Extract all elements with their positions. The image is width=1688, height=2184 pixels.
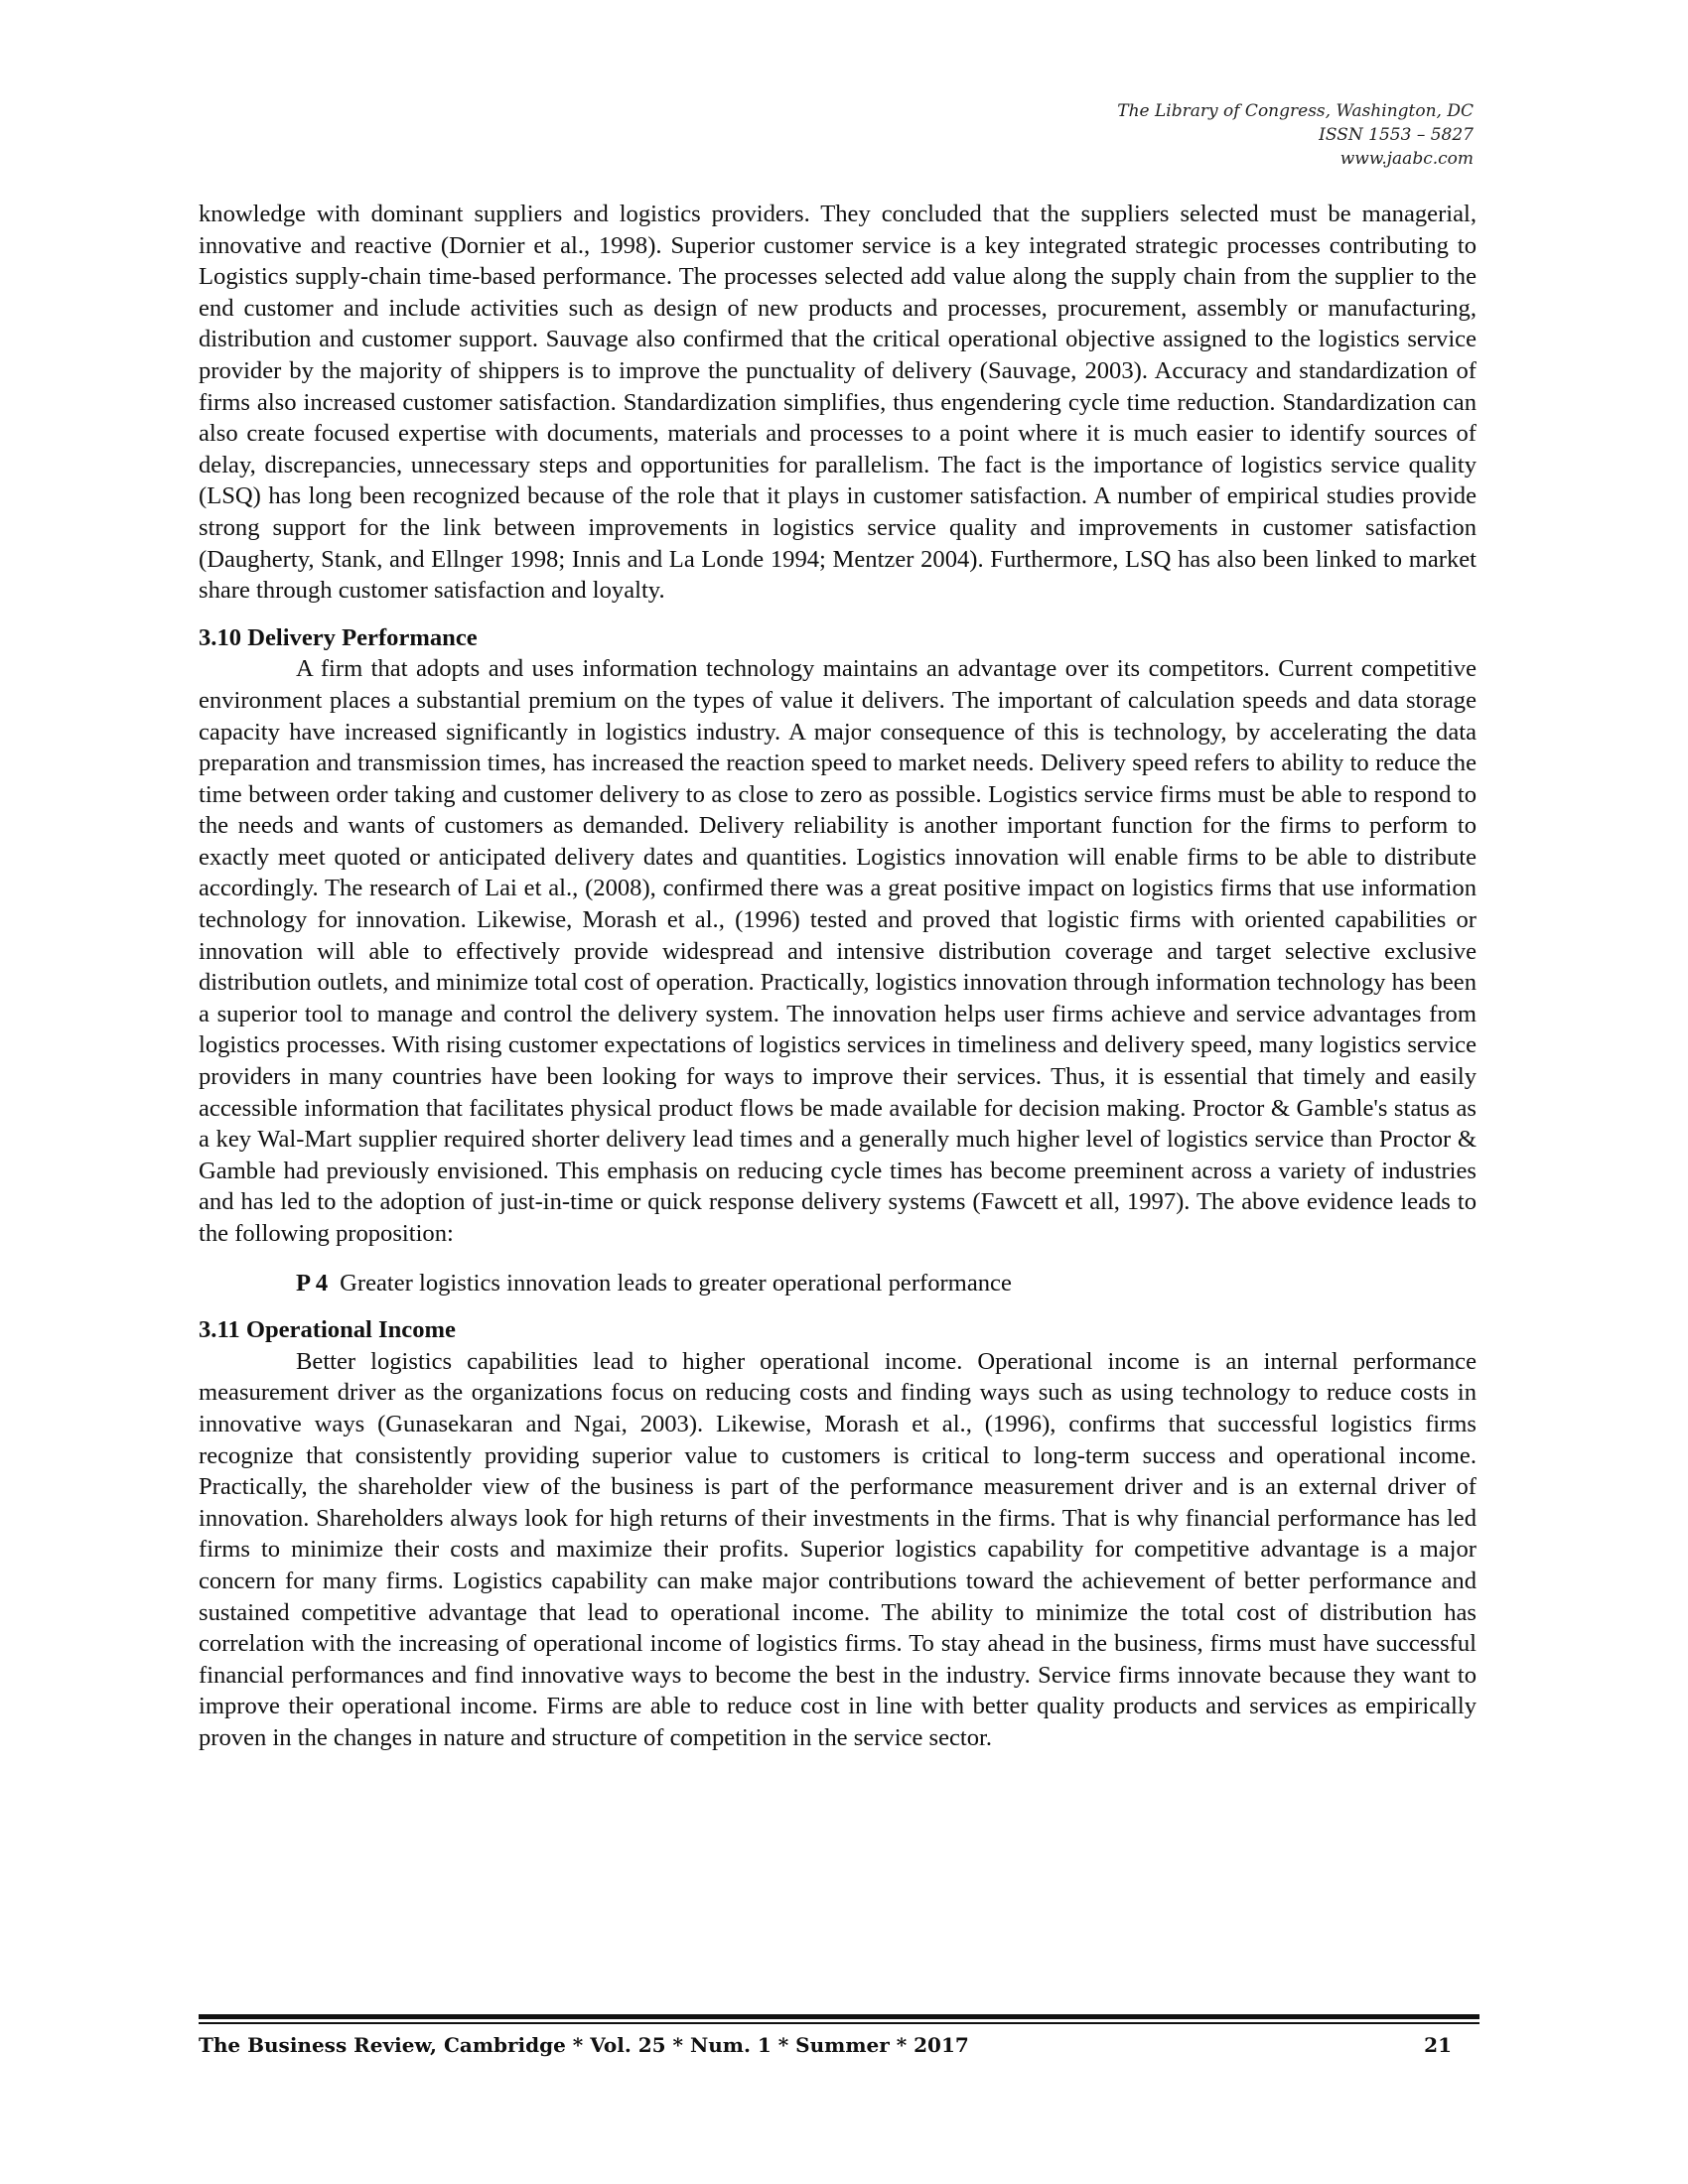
page-number: 21: [1424, 2033, 1452, 2057]
running-head: [1117, 99, 1474, 171]
proposition-label: P 4: [296, 1269, 329, 1297]
footer-divider: [199, 2022, 1479, 2024]
section-heading-operational-income: 3.11 Operational Income: [199, 1316, 456, 1344]
issn-line: ISSN 1553 – 5827: [1319, 125, 1474, 145]
body-paragraph: knowledge with dominant suppliers and logistics providers. They concluded that the suppliers selected must be managerial, innovative and reactive (Dornier et al., 1998). Superior customer service is a key integrated strategic processes contributing to Logistics supply-chain time-based performance. The processes selected add value along the supply chain from the supplier to the end customer and include activities such as design of new products and processes, procurement, assembly or manufacturing, distribution and customer support. Sauvage also confirmed that the critical operational objective assigned to the logistics service provider by the majority of shippers is to improve the punctuality of delivery (Sauvage, 2003). Accuracy and standardization of firms also increased customer satisfaction. Standardization simplifies, thus engendering cycle time reduction. Standardization can also create focused expertise with documents, materials and processes to a point where it is much easier to identify sources of delay, discrepancies, unnecessary steps and opportunities for parallelism. The fact is the importance of logistics service quality (LSQ) has long been recognized because of the role that it plays in customer satisfaction. A number of empirical studies provide strong support for the link between improvements in logistics service quality and improvements in customer satisfaction (Daugherty, Stank, and Ellnger 1998; Innis and La Londe 1994; Mentzer 2004). Furthermore, LSQ has also been linked to market share through customer satisfaction and loyalty.: [199, 201, 1477, 605]
journal-citation: The Business Review, Cambridge * Vol. 25 * Num. 1 * Summer * 2017: [199, 2033, 969, 2057]
section-heading-delivery-performance: 3.10 Delivery Performance: [199, 623, 478, 651]
article-body: [199, 199, 1477, 1754]
website-link[interactable]: www.jaabc.com: [1339, 149, 1474, 169]
body-paragraph: Better logistics capabilities lead to higher operational income. Operational income is an internal performance measurement driver as the organizations focus on reducing costs and finding ways such as using technology to reduce costs in innovative ways (Gunasekaran and Ngai, 2003). Likewise, Morash et al., (1996), confirms that successful logistics firms recognize that consistently providing superior value to customers is critical to long-term success and operational income. Practically, the shareholder view of the business is part of the performance measurement driver and is an external driver of innovation. Shareholders always look for high returns of their investments in the firms. That is why financial performance has led firms to minimize their costs and maximize their profits. Superior logistics capability for competitive advantage is a major concern for many firms. Logistics capability can make major contributions toward the achievement of better performance and sustained competitive advantage that lead to operational income. The ability to minimize the total cost of distribution has correlation with the increasing of operational income of logistics firms. To stay ahead in the business, firms must have successful financial performances and find innovative ways to become the best in the industry. Service firms innovate because they want to improve their operational income. Firms are able to reduce cost in line with better quality products and services as empirically proven in the changes in nature and structure of competition in the service sector.: [199, 1347, 1477, 1751]
publisher-line: The Library of Congress, Washington, DC: [1117, 101, 1474, 121]
footer-divider: [199, 2014, 1479, 2019]
proposition: [296, 1268, 1477, 1299]
proposition-text: Greater logistics innovation leads to greater operational performance: [340, 1269, 1012, 1297]
body-paragraph: A firm that adopts and uses information technology maintains an advantage over its competitors. Current competitive environment places a substantial premium on the types of value it delivers. The important of calculation speeds and data storage capacity have increased significantly in logistics industry. A major consequence of this is technology, by accelerating the data preparation and transmission times, has increased the reaction speed to market needs. Delivery speed refers to ability to reduce the time between order taking and customer delivery to as close to zero as possible. Logistics service firms must be able to respond to the needs and wants of customers as demanded. Delivery reliability is another important function for the firms to perform to exactly meet quoted or anticipated delivery dates and quantities. Logistics innovation will enable firms to be able to distribute accordingly. The research of Lai et al., (2008), confirmed there was a great positive impact on logistics firms that use information technology for innovation. Likewise, Morash et al., (1996) tested and proved that logistic firms with oriented capabilities or innovation will able to effectively provide widespread and intensive distribution coverage and target selective exclusive distribution outlets, and minimize total cost of operation. Practically, logistics innovation through information technology has been a superior tool to manage and control the delivery system. The innovation helps user firms achieve and service advantages from logistics processes. With rising customer expectations of logistics services in timeliness and delivery speed, many logistics service providers in many countries have been looking for ways to improve their services. Thus, it is essential that timely and easily accessible information that facilitates physical product flows be made available for decision making. Proctor & Gamble's status as a key Wal-Mart supplier required shorter delivery lead times and a generally much higher level of logistics service than Proctor & Gamble had previously envisioned. This emphasis on reducing cycle times has become preeminent across a variety of industries and has led to the adoption of just-in-time or quick response delivery systems (Fawcett et all, 1997). The above evidence leads to the following proposition:: [199, 655, 1477, 1247]
